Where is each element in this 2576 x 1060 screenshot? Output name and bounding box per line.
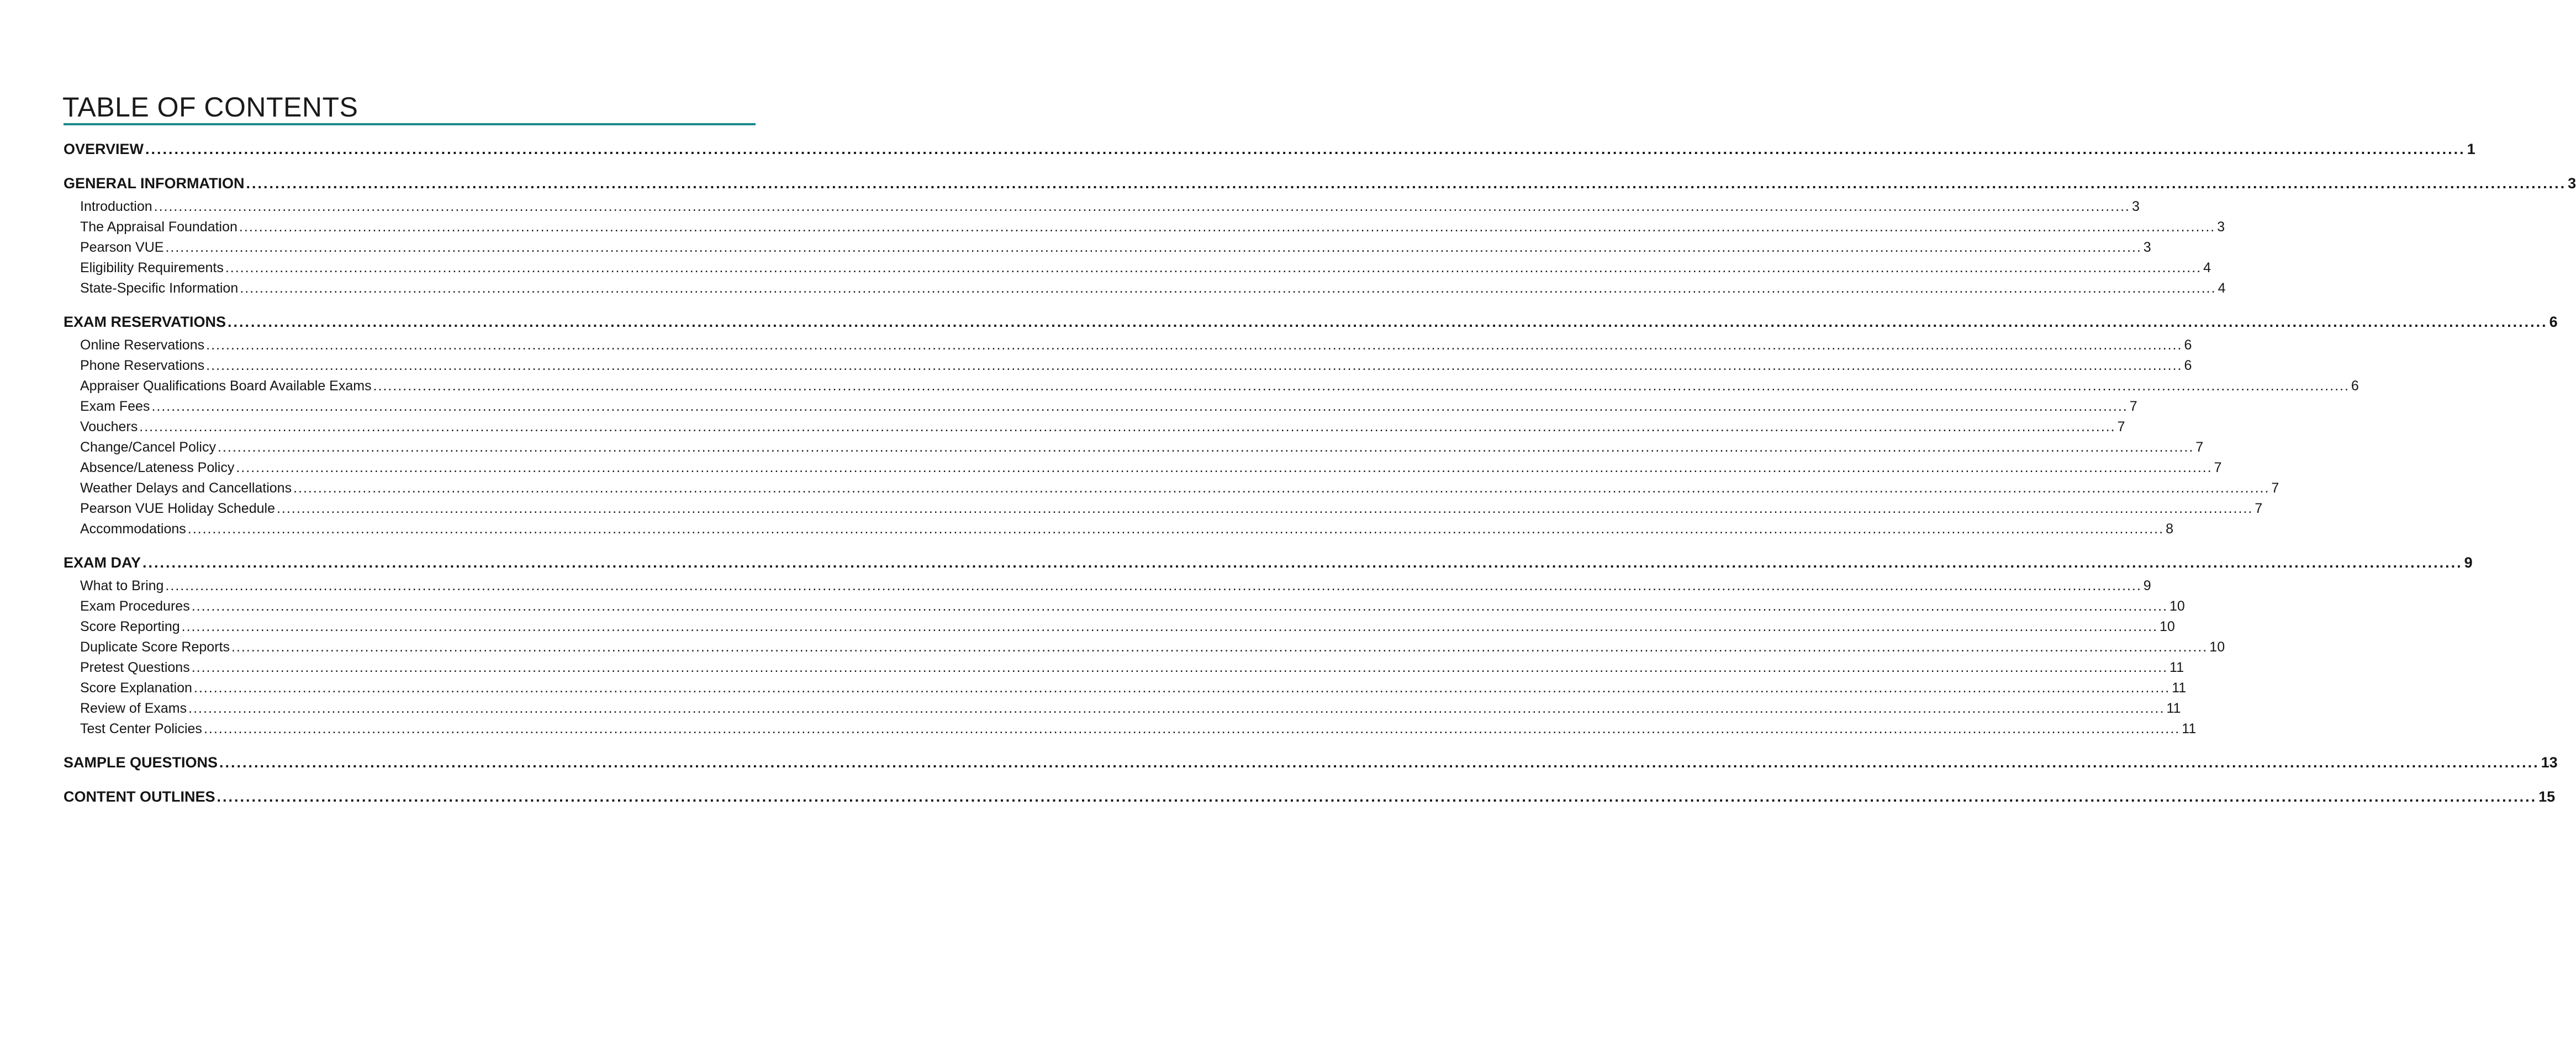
entry-label: Exam Fees [80,399,150,414]
toc-entry[interactable] [64,217,2225,237]
entry-label: CONTENT OUTLINES [64,788,215,805]
entry-label: Pretest Questions [80,660,190,675]
toc-section [64,552,2473,739]
page-number: 7 [2129,399,2137,414]
page-number: 6 [2184,337,2192,353]
toc-section-heading[interactable] [64,751,2558,773]
toc-subentries [64,576,2225,739]
toc-entry[interactable] [64,396,2137,417]
toc-entry[interactable] [64,499,2263,519]
toc-subentries [64,197,2226,299]
toc-entry[interactable] [64,258,2211,278]
entry-label: Duplicate Score Reports [80,639,230,655]
toc-section [64,751,2558,773]
toc-entry[interactable] [64,519,2173,539]
page-number: 7 [2255,501,2263,516]
dot-leader: ................................................................................................................................................................................................................................................................................................................................................................................................................ [165,578,2142,593]
page-number: 7 [2214,460,2222,475]
page-number: 11 [2169,660,2184,675]
dot-leader: ................................................................................................................................................................................................................................................................................................................................................................................................................ [145,141,2466,157]
page-number: 8 [2166,521,2173,537]
entry-label: OVERVIEW [64,141,144,157]
dot-leader: ................................................................................................................................................................................................................................................................................................................................................................................................................ [228,314,2548,330]
entry-label: EXAM RESERVATIONS [64,314,226,330]
entry-label: Pearson VUE [80,240,164,255]
toc-entry[interactable] [64,376,2359,396]
toc-entry[interactable] [64,678,2187,698]
toc-section-heading[interactable] [64,311,2558,333]
page-title: TABLE OF CONTENTS [62,92,358,123]
entry-label: Test Center Policies [80,721,202,736]
toc-section-heading[interactable] [64,138,2475,160]
toc-entry[interactable] [64,278,2226,299]
entry-label: Score Reporting [80,619,180,634]
entry-label: Review of Exams [80,701,187,716]
page-number: 11 [2182,721,2197,736]
entry-label: Absence/Lateness Policy [80,460,235,475]
entry-label: EXAM DAY [64,554,141,571]
entry-label: What to Bring [80,578,164,593]
toc-entry[interactable] [64,197,2140,217]
entry-label: Change/Cancel Policy [80,439,216,455]
dot-leader: ................................................................................................................................................................................................................................................................................................................................................................................................................ [191,660,2168,675]
toc-entry[interactable] [64,596,2185,617]
entry-label: SAMPLE QUESTIONS [64,754,218,771]
toc-entry[interactable] [64,237,2151,258]
dot-leader: ................................................................................................................................................................................................................................................................................................................................................................................................................ [373,378,2350,394]
dot-leader: ................................................................................................................................................................................................................................................................................................................................................................................................................ [151,399,2128,414]
dot-leader: ................................................................................................................................................................................................................................................................................................................................................................................................................ [219,754,2540,771]
page-number: 9 [2143,578,2151,593]
page-number: 10 [2169,598,2185,614]
toc-section-heading[interactable] [64,786,2556,808]
entry-label: State-Specific Information [80,280,239,296]
toc-entry[interactable] [64,576,2151,596]
dot-leader: ................................................................................................................................................................................................................................................................................................................................................................................................................ [276,501,2253,516]
dot-leader: ................................................................................................................................................................................................................................................................................................................................................................................................................ [139,419,2116,434]
toc-section-heading[interactable] [64,552,2473,574]
entry-label: Score Explanation [80,680,192,696]
toc-section-heading[interactable] [64,172,2576,194]
toc-entry[interactable] [64,335,2192,356]
page-number: 7 [2195,439,2204,455]
toc-entry[interactable] [64,617,2175,637]
dot-leader: ................................................................................................................................................................................................................................................................................................................................................................................................................ [188,701,2165,716]
page-number: 10 [2209,639,2225,655]
dot-leader: ................................................................................................................................................................................................................................................................................................................................................................................................................ [246,175,2567,192]
dot-leader: ................................................................................................................................................................................................................................................................................................................................................................................................................ [165,240,2142,255]
entry-label: Vouchers [80,419,138,434]
dot-leader: ................................................................................................................................................................................................................................................................................................................................................................................................................ [231,639,2208,655]
entry-label: Introduction [80,199,152,214]
page-number: 6 [2351,378,2359,394]
dot-leader: ................................................................................................................................................................................................................................................................................................................................................................................................................ [181,619,2158,634]
toc-section [64,138,2475,160]
toc-section [64,172,2576,299]
page-number: 1 [2467,141,2475,157]
page-number: 11 [2166,701,2181,716]
page-number: 15 [2538,788,2556,805]
dot-leader: ................................................................................................................................................................................................................................................................................................................................................................................................................ [225,260,2202,275]
entry-label: Appraiser Qualifications Board Available Exams [80,378,372,394]
dot-leader: ................................................................................................................................................................................................................................................................................................................................................................................................................ [191,598,2168,614]
toc-entry[interactable] [64,478,2279,499]
dot-leader: ................................................................................................................................................................................................................................................................................................................................................................................................................ [239,219,2216,235]
dot-leader: ................................................................................................................................................................................................................................................................................................................................................................................................................ [187,521,2165,537]
page-number: 13 [2541,754,2558,771]
page-number: 3 [2217,219,2225,235]
toc-entry[interactable] [64,437,2204,458]
page-number: 4 [2218,280,2226,296]
page-number: 6 [2549,314,2558,330]
entry-label: The Appraisal Foundation [80,219,237,235]
dot-leader: ................................................................................................................................................................................................................................................................................................................................................................................................................ [217,788,2537,805]
title-underline [64,123,756,125]
dot-leader: ................................................................................................................................................................................................................................................................................................................................................................................................................ [203,721,2181,736]
toc-entry[interactable] [64,458,2222,478]
page-number: 10 [2159,619,2175,634]
entry-label: Accommodations [80,521,186,537]
page-number: 3 [2568,175,2576,192]
page-number: 7 [2271,480,2279,496]
dot-leader: ................................................................................................................................................................................................................................................................................................................................................................................................................ [154,199,2130,214]
toc-entry[interactable] [64,356,2192,376]
toc-entry[interactable] [64,719,2197,739]
dot-leader: ................................................................................................................................................................................................................................................................................................................................................................................................................ [236,460,2213,475]
dot-leader: ................................................................................................................................................................................................................................................................................................................................................................................................................ [142,554,2463,571]
dot-leader: ................................................................................................................................................................................................................................................................................................................................................................................................................ [193,680,2171,696]
page-number: 11 [2172,680,2187,696]
toc-subentries [64,335,2359,539]
page-number: 3 [2143,240,2151,255]
dot-leader: ................................................................................................................................................................................................................................................................................................................................................................................................................ [206,358,2183,373]
entry-label: Online Reservations [80,337,205,353]
toc-entry[interactable] [64,637,2225,658]
dot-leader: ................................................................................................................................................................................................................................................................................................................................................................................................................ [293,480,2270,496]
dot-leader: ................................................................................................................................................................................................................................................................................................................................................................................................................ [240,280,2216,296]
page-number: 6 [2184,358,2192,373]
toc-entry[interactable] [64,658,2184,678]
toc-section [64,786,2556,808]
table-of-contents [64,138,2576,808]
toc-entry[interactable] [64,417,2125,437]
page-number: 7 [2117,419,2125,434]
page-number: 4 [2203,260,2211,275]
entry-label: Pearson VUE Holiday Schedule [80,501,275,516]
toc-section [64,311,2558,539]
entry-label: Weather Delays and Cancellations [80,480,292,496]
page-number: 3 [2131,199,2140,214]
page-number: 9 [2464,554,2473,571]
entry-label: Phone Reservations [80,358,205,373]
toc-entry[interactable] [64,698,2181,719]
dot-leader: ................................................................................................................................................................................................................................................................................................................................................................................................................ [206,337,2183,353]
entry-label: GENERAL INFORMATION [64,175,245,192]
entry-label: Exam Procedures [80,598,190,614]
entry-label: Eligibility Requirements [80,260,224,275]
dot-leader: ................................................................................................................................................................................................................................................................................................................................................................................................................ [217,439,2194,455]
